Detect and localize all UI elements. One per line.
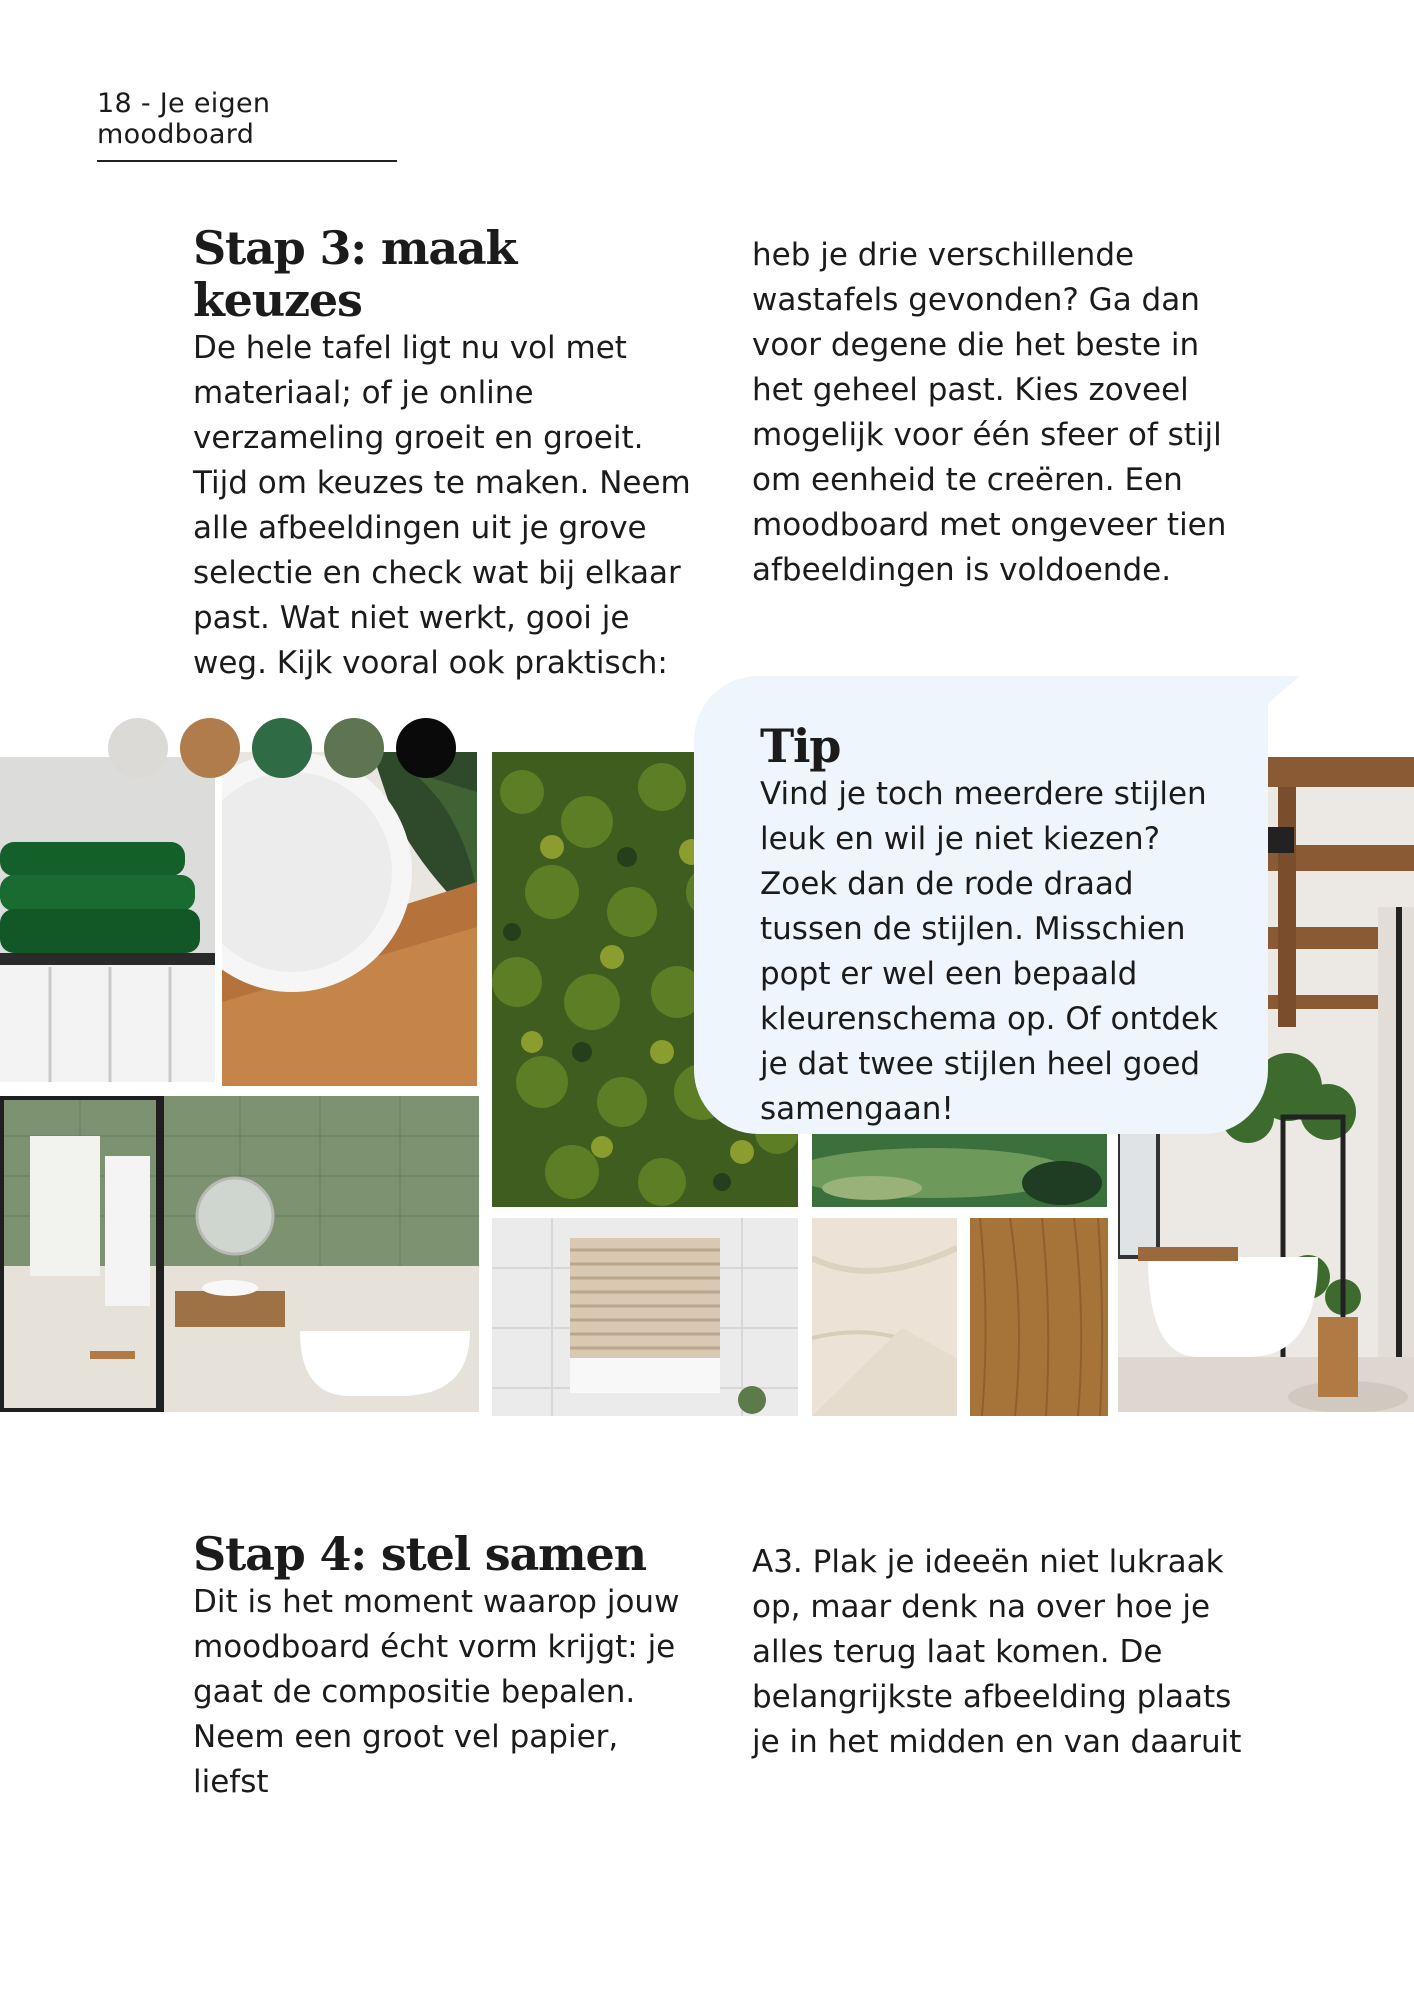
photo-sink-basin xyxy=(222,752,477,1086)
step4-title: Stap 4: stel samen xyxy=(193,1527,646,1581)
step3-body-right: heb je drie verschillende wastafels gevonden? Ga dan voor degene die het beste in het geheel past. Kies zoveel mogelijk voor één sfeer of stijl om eenheid te creëren. Een moodboard met ongeveer tien afbeeldingen is voldoende. xyxy=(752,237,1227,588)
tip-bubble xyxy=(694,676,1268,1134)
step3-column-right xyxy=(752,233,1252,593)
photo-marble-sample xyxy=(812,1218,957,1416)
tip-text: Vind je toch meerdere stijlen leuk en wil je niet kiezen? Zoek dan de rode draad tussen de stijlen. Misschien popt er wel een bepaald kleurenschema op. Of ontdek je dat twee stijlen heel goed samengaan! xyxy=(760,776,1219,1127)
page-header: 18 - Je eigen moodboard xyxy=(97,88,397,162)
step4-column-left xyxy=(193,1528,693,1805)
step3-body-left: De hele tafel ligt nu vol met materiaal; of je online verzameling groeit en groeit. Tijd om keuzes te maken. Neem alle afbeeldingen uit je grove selectie en check wat bij elkaar past. Wat niet werkt, gooi je weg. Kijk vooral ook praktisch: xyxy=(193,330,691,681)
step4-body-left: Dit is het moment waarop jouw moodboard écht vorm krijgt: je gaat de compositie bepalen. Neem een groot vel papier, liefst xyxy=(193,1584,680,1800)
photo-green-tile-bathroom xyxy=(0,1096,479,1412)
step3-column-left xyxy=(193,222,693,686)
photo-window-blinds xyxy=(492,1218,798,1416)
step3-title: Stap 3: maak keuzes xyxy=(193,221,517,327)
palette-swatch-sage-green xyxy=(324,718,384,778)
palette-swatch-light-grey xyxy=(108,718,168,778)
tip-title: Tip xyxy=(760,719,841,773)
photo-green-water xyxy=(812,1128,1107,1207)
palette-swatch-black xyxy=(396,718,456,778)
photo-green-towels xyxy=(0,757,215,1082)
photo-wood-sample xyxy=(970,1218,1108,1416)
palette-swatch-forest-green xyxy=(252,718,312,778)
step4-column-right xyxy=(752,1540,1252,1765)
step4-body-right: A3. Plak je ideeën niet lukraak op, maar denk na over hoe je alles terug laat komen. De belangrijkste afbeelding plaats je in het midden en van daaruit xyxy=(752,1544,1242,1760)
palette-swatch-caramel xyxy=(180,718,240,778)
